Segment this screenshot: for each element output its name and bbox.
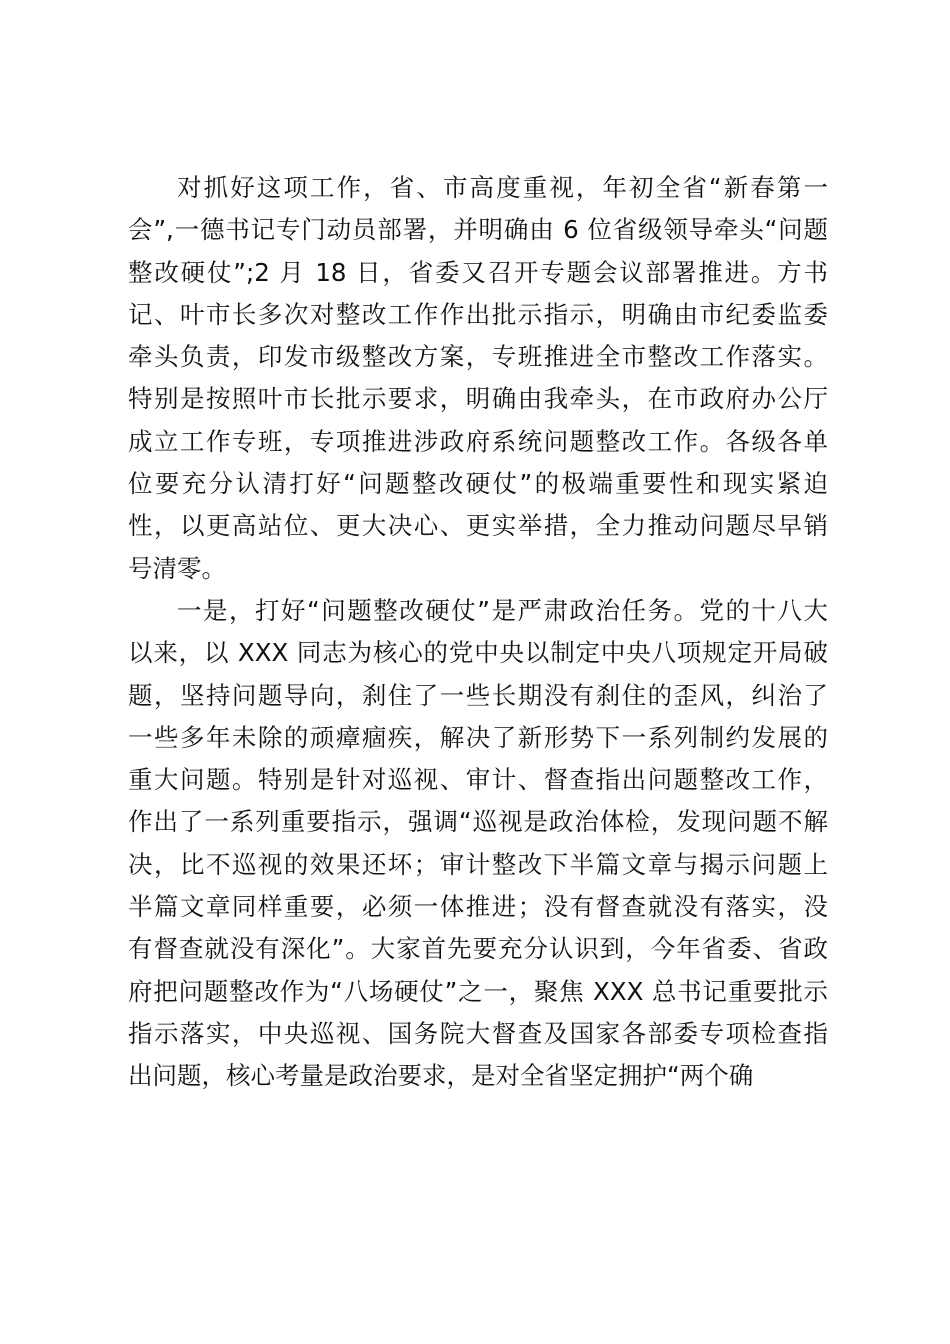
text-line: 位要充分认清打好“问题整改硬仗”的极端重要性和现实紧迫 (128, 469, 828, 499)
text-line: 记、叶市长多次对整改工作作出批示指示，明确由市纪委监委 (128, 299, 828, 329)
text-line: 牵头负责，印发市级整改方案，专班推进全市整改工作落实。 (128, 342, 828, 372)
text-line: 号清零。 (128, 553, 226, 583)
document-body (128, 167, 828, 1098)
text-line: 整改硬仗”;2 月 18 日，省委又召开专题会议部署推进。方书 (128, 257, 828, 287)
text-line: 指示落实，中央巡视、国务院大督查及国家各部委专项检查指 (128, 1018, 828, 1048)
text-line: 对抓好这项工作，省、市高度重视，年初全省“新春第一 (177, 173, 828, 202)
text-line: 性，以更高站位、更大决心、更实举措，全力推动问题尽早销 (128, 511, 828, 541)
text-line: 特别是按照叶市长批示要求，明确由我牵头，在市政府办公厅 (128, 384, 828, 414)
paragraph-1 (128, 167, 828, 590)
text-line: 题，坚持问题导向，刹住了一些长期没有刹住的歪风，纠治了 (128, 680, 828, 710)
text-line: 府把问题整改作为“八场硬仗”之一，聚焦 XXX 总书记重要批示 (128, 976, 828, 1006)
text-line: 出问题，核心考量是政治要求，是对全省坚定拥护“两个确 (128, 1061, 754, 1091)
text-line: 半篇文章同样重要，必须一体推进；没有督查就没有落实，没 (128, 892, 828, 922)
text-line: 会”,一德书记专门动员部署，并明确由 6 位省级领导牵头“问题 (128, 215, 828, 245)
text-line: 以来，以 XXX 同志为核心的党中央以制定中央八项规定开局破 (128, 638, 828, 668)
text-line: 成立工作专班，专项推进涉政府系统问题整改工作。各级各单 (128, 426, 828, 456)
paragraph-2 (128, 590, 828, 1098)
text-line: 作出了一系列重要指示，强调“巡视是政治体检，发现问题不解 (128, 807, 828, 837)
text-line: 一是，打好“问题整改硬仗”是严肃政治任务。党的十八大 (177, 595, 828, 625)
text-line: 决，比不巡视的效果还坏；审计整改下半篇文章与揭示问题上 (128, 849, 828, 879)
text-line: 重大问题。特别是针对巡视、审计、督查指出问题整改工作， (128, 765, 828, 795)
text-line: 一些多年未除的顽瘴痼疾，解决了新形势下一系列制约发展的 (128, 722, 828, 752)
text-line: 有督查就没有深化”。大家首先要充分认识到，今年省委、省政 (128, 934, 828, 964)
